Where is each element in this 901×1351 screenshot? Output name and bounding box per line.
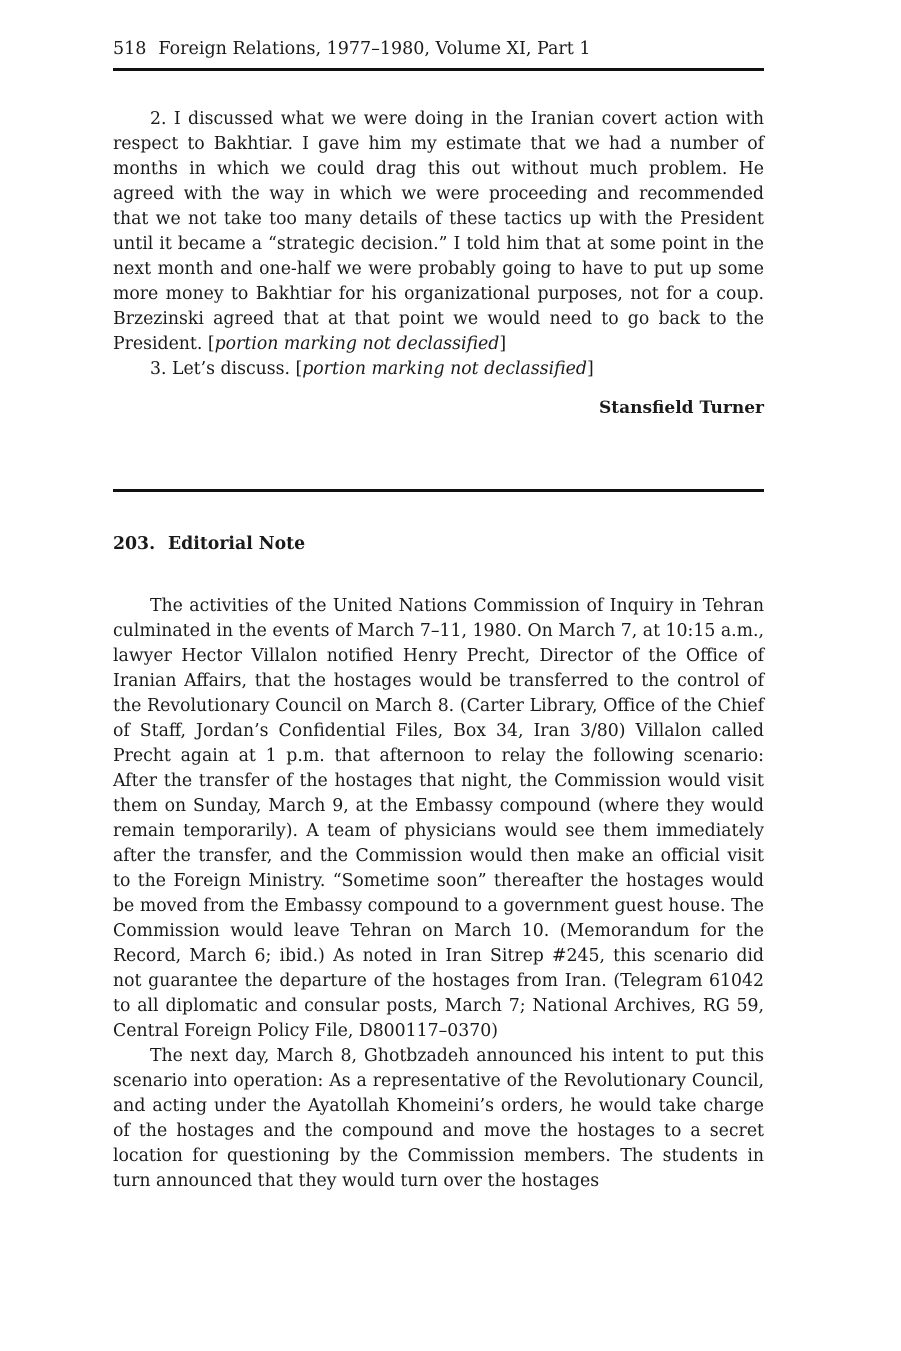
running-title: Foreign Relations, 1977–1980, Volume XI, Part 1 [158,39,591,59]
document-heading [113,532,764,557]
paragraph-2-marking: portion marking not declassified [214,334,500,354]
editorial-paragraph-1: The activities of the United Nations Commission of Inquiry in Tehran culminated in the events of March 7–11, 1980. On March 7, at 10:15 a.m., lawyer Hector Villalon notified Henry Precht, Director of the Office of Iranian Affairs, that the hostages would be transferred to the control of the Revolutionary Council on March 8. (Carter Library, Office of the Chief of Staff, Jordan’s Confidential Files, Box 34, Iran 3/80) Villalon called Precht again at 1 p.m. that afternoon to relay the following scenario: After the transfer of the hostages that night, the Commission would visit them on Sunday, March 9, at the Embassy compound (where they would remain temporarily). A team of physicians would see them immediately after the transfer, and the Commission would then make an official visit to the Foreign Ministry. “Sometime soon” thereafter the hostages would be moved from the Embassy compound to a government guest house. The Commission would leave Tehran on March 10. (Memorandum for the Record, March 6; ibid.) As noted in Iran Sitrep #245, this scenario did not guarantee the departure of the hostages from Iran. (Telegram 61042 to all diplomatic and consular posts, March 7; National Archives, RG 59, Central Foreign Policy File, D800117–0370) [113,596,764,1041]
paragraph-3: 3. Let’s discuss. [portion marking not declassified] [150,359,594,379]
editorial-note-body [113,594,764,1194]
paragraph-3-text: 3. Let’s discuss. [150,359,290,379]
document-202-continuation [113,107,764,382]
page-number: 518 [113,39,147,59]
section-divider-rule [113,489,764,492]
running-header [113,36,764,62]
document-title: Editorial Note [168,534,306,554]
paragraph-3-marking: portion marking not declassified [302,359,587,379]
paragraph-2: 2. I discussed what we were doing in the Iranian covert action with respect to Bakhtiar. I gave him my estimate that we had a number of months in which we could drag this out without much problem. He agreed with the way in which we were proceeding and recommended that we not take too many details of these tactics up with the President until it became a “strategic decision.” I told him that at some point in the next month and one-half we were probably going to have to put up some more money to Bakhtiar for his organizational purposes, not for a coup. Brzezinski agreed that at that point we would need to go back to the President. [portion marking not declassified] [113,109,764,354]
signature: Stansfield Turner [598,398,764,418]
header-rule [113,68,764,71]
paragraph-2-text: 2. I discussed what we were doing in the Iranian covert action with respect to Bakhtiar. I gave him my estimate that we had a number of months in which we could drag this out without much problem. He agreed with the way in which we were proceeding and recommended that we not take too many details of these tactics up with the President until it became a “strategic decision.” I told him that at some point in the next month and one-half we were probably going to have to put up some more money to Bakhtiar for his organizational purposes, not for a coup. Brzezinski agreed that at that point we would need to go back to the President. [113,109,764,354]
document-number: 203. [113,534,156,554]
document-page [113,36,764,1194]
editorial-paragraph-2: The next day, March 8, Ghotbzadeh announced his intent to put this scenario into operation: As a representative of the Revolutionary Council, and acting under the Ayatollah Khomeini’s orders, he would take charge of the hostages and the compound and move the hostages to a secret location for questioning by the Commission members. The students in turn announced that they would turn over the hostages [113,1046,764,1191]
